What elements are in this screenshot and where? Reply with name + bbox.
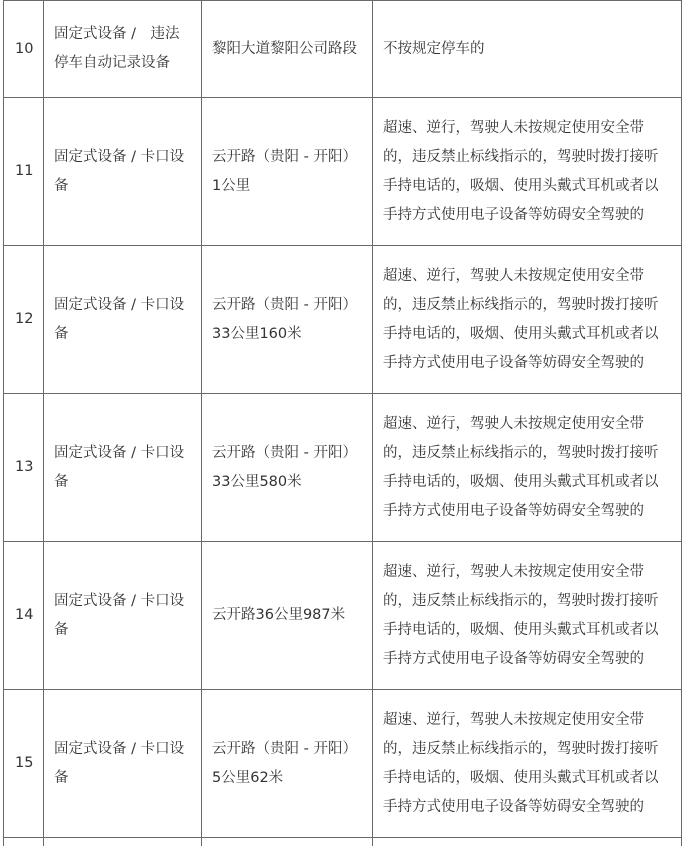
device-type: 固定式设备 / 违法停车自动记录设备 xyxy=(44,1,202,98)
table-cell-empty xyxy=(373,838,682,847)
location: 云开路（贵阳 - 开阳）5公里62米 xyxy=(202,690,373,838)
location: 云开路（贵阳 - 开阳）33公里580米 xyxy=(202,394,373,542)
row-number: 14 xyxy=(4,542,44,690)
device-type: 固定式设备 / 卡口设备 xyxy=(44,246,202,394)
table-cell-empty xyxy=(202,838,373,847)
table-row xyxy=(4,246,682,394)
row-number: 13 xyxy=(4,394,44,542)
enforcement-device-table xyxy=(3,0,682,846)
row-number: 15 xyxy=(4,690,44,838)
violation-description: 超速、逆行，驾驶人未按规定使用安全带的，违反禁止标线指示的，驾驶时拨打接听手持电话的，吸烟、使用头戴式耳机或者以手持方式使用电子设备等妨碍安全驾驶的 xyxy=(373,542,682,690)
table-row-partial xyxy=(4,838,682,847)
device-type: 固定式设备 / 卡口设备 xyxy=(44,542,202,690)
device-type: 固定式设备 / 卡口设备 xyxy=(44,98,202,246)
location: 黎阳大道黎阳公司路段 xyxy=(202,1,373,98)
violation-description: 超速、逆行，驾驶人未按规定使用安全带的，违反禁止标线指示的，驾驶时拨打接听手持电话的，吸烟、使用头戴式耳机或者以手持方式使用电子设备等妨碍安全驾驶的 xyxy=(373,690,682,838)
violation-description: 超速、逆行，驾驶人未按规定使用安全带的，违反禁止标线指示的，驾驶时拨打接听手持电话的，吸烟、使用头戴式耳机或者以手持方式使用电子设备等妨碍安全驾驶的 xyxy=(373,394,682,542)
violation-description: 超速、逆行，驾驶人未按规定使用安全带的，违反禁止标线指示的，驾驶时拨打接听手持电话的，吸烟、使用头戴式耳机或者以手持方式使用电子设备等妨碍安全驾驶的 xyxy=(373,246,682,394)
violation-description: 不按规定停车的 xyxy=(373,1,682,98)
device-type: 固定式设备 / 卡口设备 xyxy=(44,690,202,838)
row-number: 11 xyxy=(4,98,44,246)
table-row xyxy=(4,98,682,246)
location: 云开路36公里987米 xyxy=(202,542,373,690)
location: 云开路（贵阳 - 开阳）1公里 xyxy=(202,98,373,246)
table-row xyxy=(4,542,682,690)
table-row xyxy=(4,394,682,542)
table-row xyxy=(4,690,682,838)
row-number: 10 xyxy=(4,1,44,98)
table-row xyxy=(4,1,682,98)
row-number: 12 xyxy=(4,246,44,394)
violation-description: 超速、逆行，驾驶人未按规定使用安全带的，违反禁止标线指示的，驾驶时拨打接听手持电话的，吸烟、使用头戴式耳机或者以手持方式使用电子设备等妨碍安全驾驶的 xyxy=(373,98,682,246)
table-cell-empty xyxy=(4,838,44,847)
location: 云开路（贵阳 - 开阳）33公里160米 xyxy=(202,246,373,394)
device-type: 固定式设备 / 卡口设备 xyxy=(44,394,202,542)
table-cell-empty xyxy=(44,838,202,847)
